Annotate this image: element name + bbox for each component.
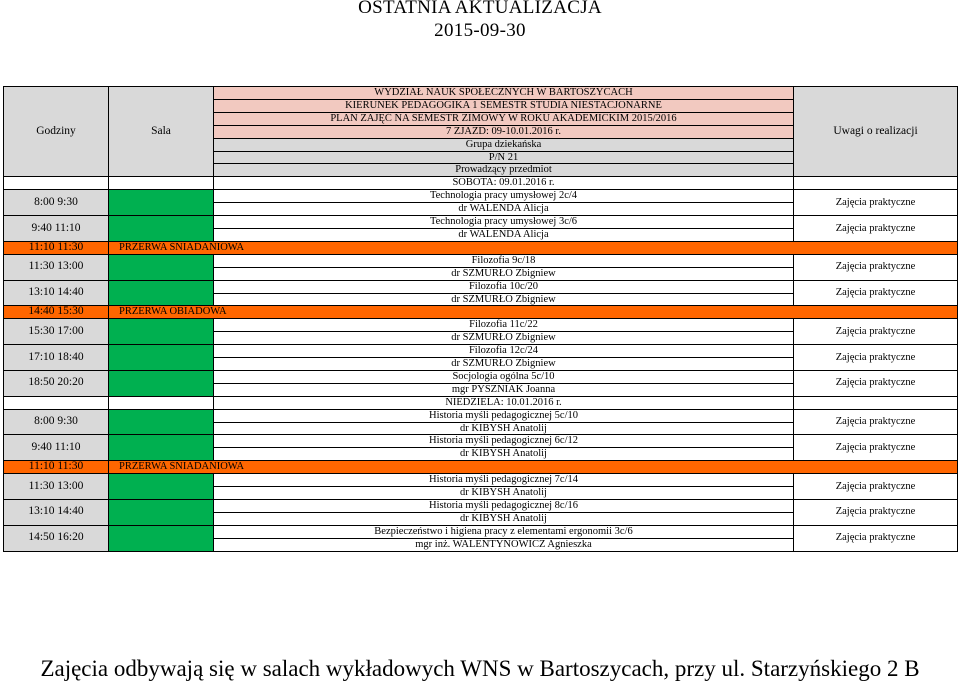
subject: Filozofia 11c/22 — [214, 319, 794, 332]
room-cell — [109, 190, 214, 216]
class-time: 9:40 11:10 — [4, 216, 109, 242]
class-time: 8:00 9:30 — [4, 409, 109, 435]
room-cell — [109, 216, 214, 242]
day-spacer — [109, 177, 214, 190]
room-cell — [109, 525, 214, 551]
teacher: dr WALENDA Alicja — [214, 228, 794, 241]
class-note: Zajęcia praktyczne — [794, 370, 958, 396]
class-time: 11:30 13:00 — [4, 474, 109, 500]
info-line: WYDZIAŁ NAUK SPOŁECZNYCH W BARTOSZYCACH — [214, 87, 794, 100]
room-column-header: Sala — [109, 87, 214, 177]
schedule-body — [4, 87, 958, 552]
class-note: Zajęcia praktyczne — [794, 280, 958, 306]
class-note: Zajęcia praktyczne — [794, 500, 958, 526]
class-note: Zajęcia praktyczne — [794, 409, 958, 435]
class-row — [4, 216, 958, 229]
room-cell — [109, 500, 214, 526]
class-note: Zajęcia praktyczne — [794, 254, 958, 280]
day-row — [4, 396, 958, 409]
subject: Socjologia ogólna 5c/10 — [214, 370, 794, 383]
class-row — [4, 474, 958, 487]
day-spacer — [4, 396, 109, 409]
class-time: 9:40 11:10 — [4, 435, 109, 461]
break-label: PRZERWA ŚNIADANIOWA — [109, 241, 958, 254]
room-cell — [109, 435, 214, 461]
subject: Bezpieczeństwo i higiena pracy z elementami ergonomii 3c/6 — [214, 525, 794, 538]
class-note: Zajęcia praktyczne — [794, 474, 958, 500]
class-time: 17:10 18:40 — [4, 345, 109, 371]
break-time: 11:10 11:30 — [4, 461, 109, 474]
room-cell — [109, 319, 214, 345]
class-time: 11:30 13:00 — [4, 254, 109, 280]
class-time: 14:50 16:20 — [4, 525, 109, 551]
class-time: 8:00 9:30 — [4, 190, 109, 216]
day-row — [4, 177, 958, 190]
info-line: 7 ZJAZD: 09-10.01.2016 r. — [214, 125, 794, 138]
teacher: dr WALENDA Alicja — [214, 203, 794, 216]
room-cell — [109, 280, 214, 306]
subject: Historia myśli pedagogicznej 5c/10 — [214, 409, 794, 422]
notes-column-header: Uwagi o realizacji — [794, 87, 958, 177]
header-row — [4, 87, 958, 100]
room-cell — [109, 345, 214, 371]
room-cell — [109, 254, 214, 280]
day-label: SOBOTA: 09.01.2016 r. — [214, 177, 794, 190]
break-label: PRZERWA OBIADOWA — [109, 306, 958, 319]
break-row — [4, 461, 958, 474]
class-note: Zajęcia praktyczne — [794, 435, 958, 461]
subject: Technologia pracy umysłowej 3c/6 — [214, 216, 794, 229]
class-time: 13:10 14:40 — [4, 500, 109, 526]
info-line: PLAN ZAJĘĆ NA SEMESTR ZIMOWY W ROKU AKADEMICKIM 2015/2016 — [214, 112, 794, 125]
day-spacer — [4, 177, 109, 190]
info-line: P/N 21 — [214, 151, 794, 164]
break-row — [4, 241, 958, 254]
teacher: dr SZMURŁO Zbigniew — [214, 358, 794, 371]
day-spacer — [794, 396, 958, 409]
class-time: 18:50 20:20 — [4, 370, 109, 396]
break-row — [4, 306, 958, 319]
class-note: Zajęcia praktyczne — [794, 319, 958, 345]
footer-note: Zajęcia odbywają się w salach wykładowych WNS w Bartoszycach, przy ul. Starzyńskiego 2 B — [40, 656, 920, 681]
class-note: Zajęcia praktyczne — [794, 190, 958, 216]
schedule-table — [3, 86, 958, 552]
teacher: mgr PYSZNIAK Joanna — [214, 383, 794, 396]
class-note: Zajęcia praktyczne — [794, 525, 958, 551]
subject: Historia myśli pedagogicznej 8c/16 — [214, 500, 794, 513]
teacher: dr KIBYSH Anatolij — [214, 487, 794, 500]
break-label: PRZERWA ŚNIADANIOWA — [109, 461, 958, 474]
break-time: 11:10 11:30 — [4, 241, 109, 254]
class-row — [4, 319, 958, 332]
hours-column-header: Godziny — [4, 87, 109, 177]
update-date: 2015-09-30 — [434, 20, 526, 41]
class-row — [4, 409, 958, 422]
class-row — [4, 345, 958, 358]
day-label: NIEDZIELA: 10.01.2016 r. — [214, 396, 794, 409]
room-cell — [109, 474, 214, 500]
teacher: dr KIBYSH Anatolij — [214, 512, 794, 525]
page-title: OSTATNIA AKTUALIZACJA — [358, 0, 602, 18]
class-row — [4, 525, 958, 538]
day-spacer — [109, 396, 214, 409]
subject: Technologia pracy umysłowej 2c/4 — [214, 190, 794, 203]
info-line: Grupa dziekańska — [214, 138, 794, 151]
class-note: Zajęcia praktyczne — [794, 216, 958, 242]
subject: Historia myśli pedagogicznej 7c/14 — [214, 474, 794, 487]
subject: Historia myśli pedagogicznej 6c/12 — [214, 435, 794, 448]
class-time: 15:30 17:00 — [4, 319, 109, 345]
teacher: dr SZMURŁO Zbigniew — [214, 332, 794, 345]
info-line: KIERUNEK PEDAGOGIKA 1 SEMESTR STUDIA NIESTACJONARNE — [214, 99, 794, 112]
class-row — [4, 280, 958, 293]
info-line: Prowadzący przedmiot — [214, 164, 794, 177]
teacher: dr KIBYSH Anatolij — [214, 448, 794, 461]
subject: Filozofia 12c/24 — [214, 345, 794, 358]
class-time: 13:10 14:40 — [4, 280, 109, 306]
class-row — [4, 254, 958, 267]
teacher: dr SZMURŁO Zbigniew — [214, 267, 794, 280]
class-row — [4, 190, 958, 203]
room-cell — [109, 409, 214, 435]
subject: Filozofia 10c/20 — [214, 280, 794, 293]
teacher: dr KIBYSH Anatolij — [214, 422, 794, 435]
subject: Filozofia 9c/18 — [214, 254, 794, 267]
day-spacer — [794, 177, 958, 190]
class-row — [4, 370, 958, 383]
class-note: Zajęcia praktyczne — [794, 345, 958, 371]
class-row — [4, 435, 958, 448]
room-cell — [109, 370, 214, 396]
break-time: 14:40 15:30 — [4, 306, 109, 319]
teacher: mgr inż. WALENTYNOWICZ Agnieszka — [214, 538, 794, 551]
teacher: dr SZMURŁO Zbigniew — [214, 293, 794, 306]
class-row — [4, 500, 958, 513]
